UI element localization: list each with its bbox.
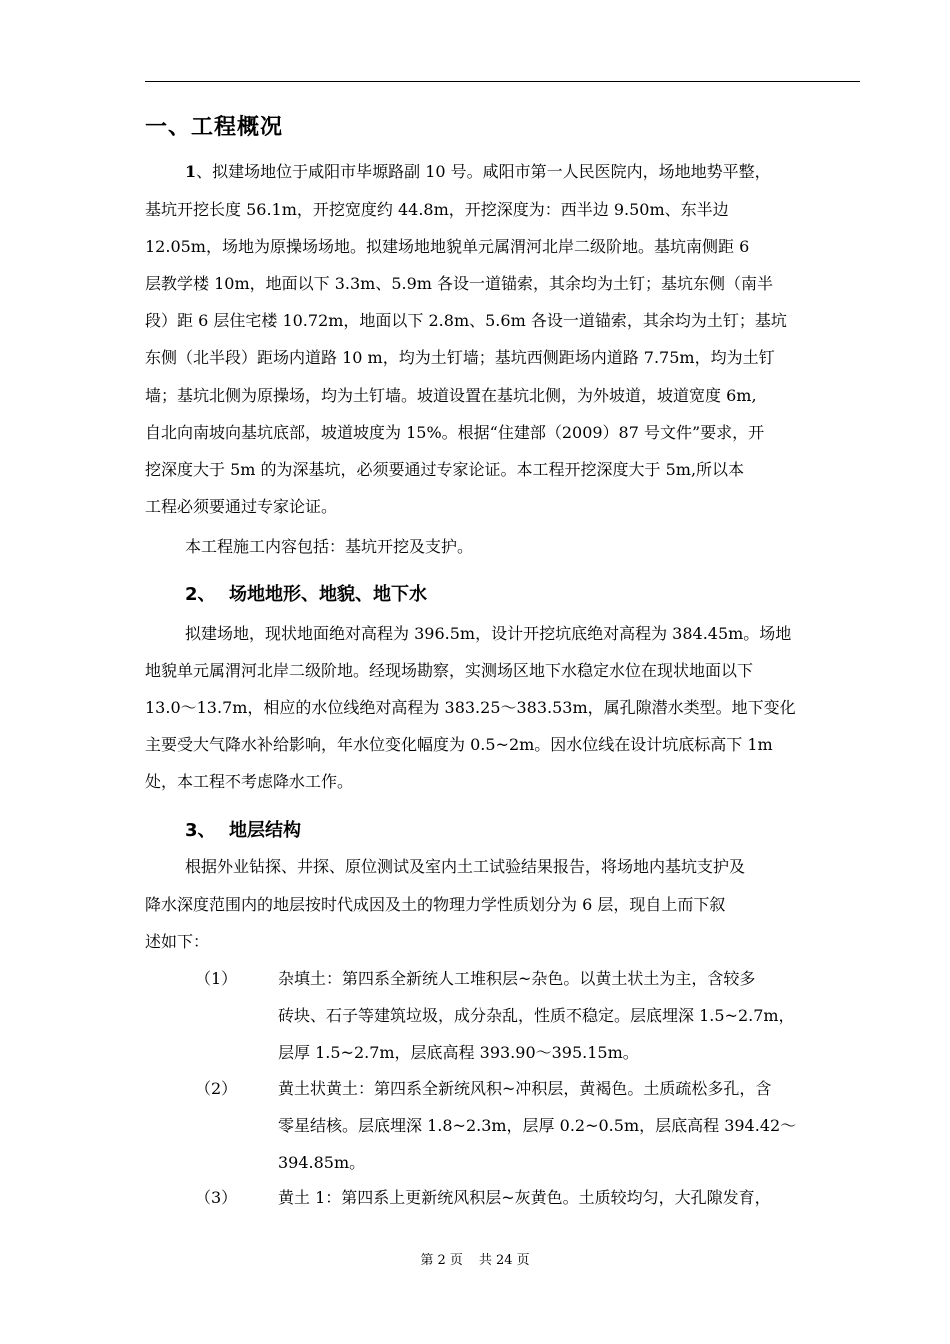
paragraph-line: 降水深度范围内的地层按时代成因及土的物理力学性质划分为 6 层，现自上而下叙 [145,895,726,914]
paragraph-line: 主要受大气降水补给影响，年水位变化幅度为 0.5~2m。因水位线在设计坑底标高下 1m [145,735,773,754]
list-item-line: 零星结核。层底埋深 1.8~2.3m，层厚 0.2~0.5m，层底高程 394.42～ [278,1116,797,1135]
paragraph-line: 墙；基坑北侧为原操场，均为土钉墙。坡道设置在基坑北侧，为外坡道，坡道宽度 6m, [145,386,757,405]
page-footer [0,1249,950,1268]
paragraph-line: 地貌单元属渭河北岸二级阶地。经现场勘察，实测场区地下水稳定水位在现状地面以下 [145,661,754,680]
subsection-number: 2、 [185,584,216,605]
paragraph-line: 挖深度大于 5m 的为深基坑，必须要通过专家论证。本工程开挖深度大于 5m,所以本 [145,460,745,479]
list-item-line: 黄土状黄土：第四系全新统风积~冲积层，黄褐色。土质疏松多孔，含 [278,1079,772,1098]
subsection-number: 3、 [185,820,216,841]
paragraph-line: 本工程施工内容包括：基坑开挖及支护。 [185,537,474,556]
section-heading: 一、工程概况 [145,115,284,140]
paragraph-line: 13.0～13.7m，相应的水位线绝对高程为 383.25～383.53m，属孔隙潜水类型。地下变化 [145,698,796,717]
list-item-line: 砖块、石子等建筑垃圾，成分杂乱，性质不稳定。层底埋深 1.5~2.7m， [278,1006,795,1025]
paragraph-number: 1 [185,162,197,181]
paragraph-line: 工程必须要通过专家论证。 [145,497,338,516]
list-item-line: 394.85m。 [278,1153,366,1172]
list-item-line: 黄土 1：第四系上更新统风积层~灰黄色。土质较均匀，大孔隙发育， [278,1188,771,1207]
page-total: 共 24 页 [478,1253,530,1268]
list-item-number: （2） [195,1079,238,1098]
paragraph-line: 东侧（北半段）距场内道路 10 m，均为土钉墙；基坑西侧距场内道路 7.75m，均为土钉 [145,348,775,367]
list-item-line: 杂填土：第四系全新统人工堆积层~杂色。以黄土状土为主，含较多 [278,969,756,988]
subsection-heading [185,580,427,606]
paragraph-line: 自北向南坡向基坑底部，坡道坡度为 15%。根据“住建部（2009）87 号文件”要求，开 [145,423,765,442]
paragraph-text: 、拟建场地位于咸阳市毕塬路副 10 号。咸阳市第一人民医院内，场地地势平整， [196,162,771,181]
list-item-number: （3） [195,1188,238,1207]
paragraph-line: 段）距 6 层住宅楼 10.72m，地面以下 2.8m、5.6m 各设一道锚索，其余均为土钉；基坑 [145,311,787,330]
paragraph-line: 拟建场地，现状地面绝对高程为 396.5m，设计开挖坑底绝对高程为 384.45m。场地 [185,624,792,643]
paragraph-line: 12.05m，场地为原操场场地。拟建场地地貌单元属渭河北岸二级阶地。基坑南侧距 6 [145,237,750,256]
paragraph-line [185,162,860,182]
paragraph-line: 述如下： [145,932,210,951]
subsection-heading [185,816,301,842]
paragraph-line: 根据外业钻探、井探、原位测试及室内土工试验结果报告，将场地内基坑支护及 [185,857,746,876]
paragraph-line: 层教学楼 10m，地面以下 3.3m、5.9m 各设一道锚索，其余均为土钉；基坑东侧（南半 [145,274,774,293]
subsection-title: 地层结构 [229,820,301,841]
paragraph-line: 处，本工程不考虑降水工作。 [145,772,354,791]
list-item-number: （1） [195,969,238,988]
subsection-title: 场地地形、地貌、地下水 [229,584,427,605]
paragraph-line: 基坑开挖长度 56.1m，开挖宽度约 44.8m，开挖深度为：西半边 9.50m、东半边 [145,200,729,219]
page-number: 第 2 页 [420,1253,463,1268]
list-item-line: 层厚 1.5~2.7m，层底高程 393.90～395.15m。 [278,1043,639,1062]
header-rule [145,81,860,82]
